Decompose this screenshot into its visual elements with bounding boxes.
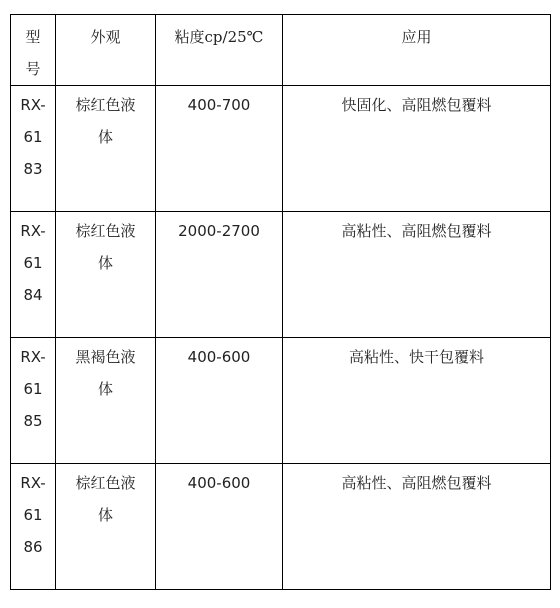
viscosity-cell: 400-600	[156, 464, 283, 590]
viscosity-cell: 2000-2700	[156, 212, 283, 338]
viscosity-cell: 400-600	[156, 338, 283, 464]
model-cell: RX-6186	[11, 464, 56, 590]
table-row	[11, 212, 551, 338]
header-application: 应用	[283, 15, 551, 86]
model-cell: RX-6183	[11, 86, 56, 212]
application-cell: 快固化、高阻燃包覆料	[283, 86, 551, 212]
header-appearance: 外观	[56, 15, 156, 86]
appearance-cell: 黑褐色液体	[56, 338, 156, 464]
appearance-cell: 棕红色液体	[56, 212, 156, 338]
table-row	[11, 338, 551, 464]
table-row	[11, 86, 551, 212]
model-cell: RX-6184	[11, 212, 56, 338]
product-spec-table	[10, 14, 551, 590]
header-viscosity: 粘度cp/25℃	[156, 15, 283, 86]
appearance-cell: 棕红色液体	[56, 464, 156, 590]
table-header-row	[11, 15, 551, 86]
appearance-cell: 棕红色液体	[56, 86, 156, 212]
viscosity-cell: 400-700	[156, 86, 283, 212]
model-cell: RX-6185	[11, 338, 56, 464]
header-model: 型号	[11, 15, 56, 86]
application-cell: 高粘性、快干包覆料	[283, 338, 551, 464]
application-cell: 高粘性、高阻燃包覆料	[283, 464, 551, 590]
table-row	[11, 464, 551, 590]
application-cell: 高粘性、高阻燃包覆料	[283, 212, 551, 338]
